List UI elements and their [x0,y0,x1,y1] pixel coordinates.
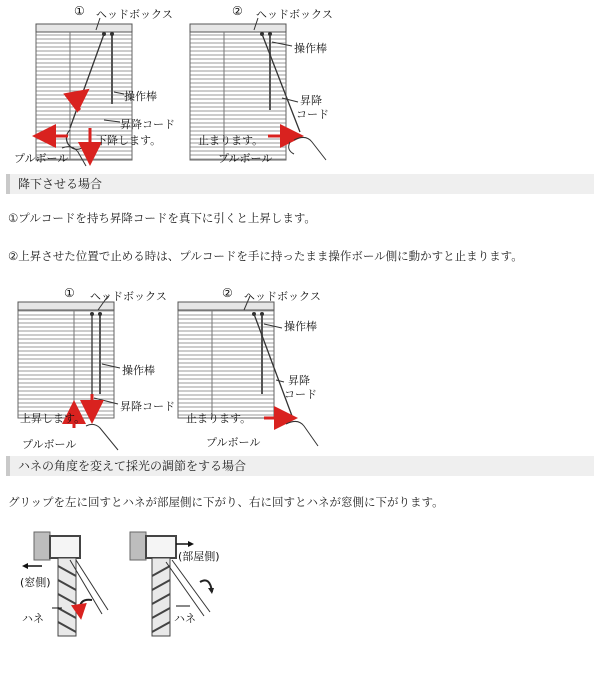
pull-ball-label-2: プルボール [218,152,273,165]
instruction-step-2: ②上昇させた位置で止める時は、プルコードを手に持ったまま操作ボール側に動かすと止まります。 [8,249,523,263]
lift-cord-label-mid-2b: コード [284,388,317,401]
blind-mid-1 [18,296,120,450]
slat-label-left: ハネ [22,612,44,625]
headbox-label: ヘッドボックス [96,8,173,21]
headbox-label-mid: ヘッドボックス [90,290,167,303]
instruction-step-1: ①プルコードを持ち昇降コードを真下に引くと上昇します。 [8,211,316,225]
wand-label-mid: 操作棒 [122,364,155,377]
lift-cord-label-mid: 昇降コード [120,400,175,413]
lowering-label: 下降します。 [96,134,162,147]
lift-cord-label-mid-2a: 昇降 [288,374,310,387]
window-side-label: (窓側) [20,576,51,589]
headbox-label-mid-2: ヘッドボックス [244,290,321,303]
wand-label-2: 操作棒 [294,42,327,55]
tilt-instruction: グリップを左に回すとハネが部屋側に下がり、右に回すとハネが窓側に下がります。 [8,495,444,509]
step-2-number: ② [232,4,243,18]
section-heading-tilt: ハネの角度を変えて採光の調節をする場合 [6,456,594,476]
lift-cord-label-2b: コード [296,108,329,121]
stops-label: 止まります。 [198,134,264,147]
lift-cord-label-2a: 昇降 [300,94,322,107]
pull-ball-label-mid-2: プルボール [206,436,261,449]
stops-label-mid: 止まります。 [186,412,252,425]
slat-label-right: ハネ [174,612,196,625]
headbox-label-2: ヘッドボックス [256,8,333,21]
step-1-number: ① [74,4,85,18]
step-2-number-mid: ② [222,286,233,300]
room-side-label: (部屋側) [178,550,220,563]
wand-label: 操作棒 [124,90,157,103]
section-heading-lowering: 降下させる場合 [6,174,594,194]
pull-ball-label: プルボール [14,152,69,165]
pull-ball-label-mid: プルボール [22,438,77,451]
step-1-number-mid: ① [64,286,75,300]
lift-cord-label: 昇降コード [120,118,175,131]
rising-label: 上昇します。 [20,412,86,425]
wand-label-mid-2: 操作棒 [284,320,317,333]
